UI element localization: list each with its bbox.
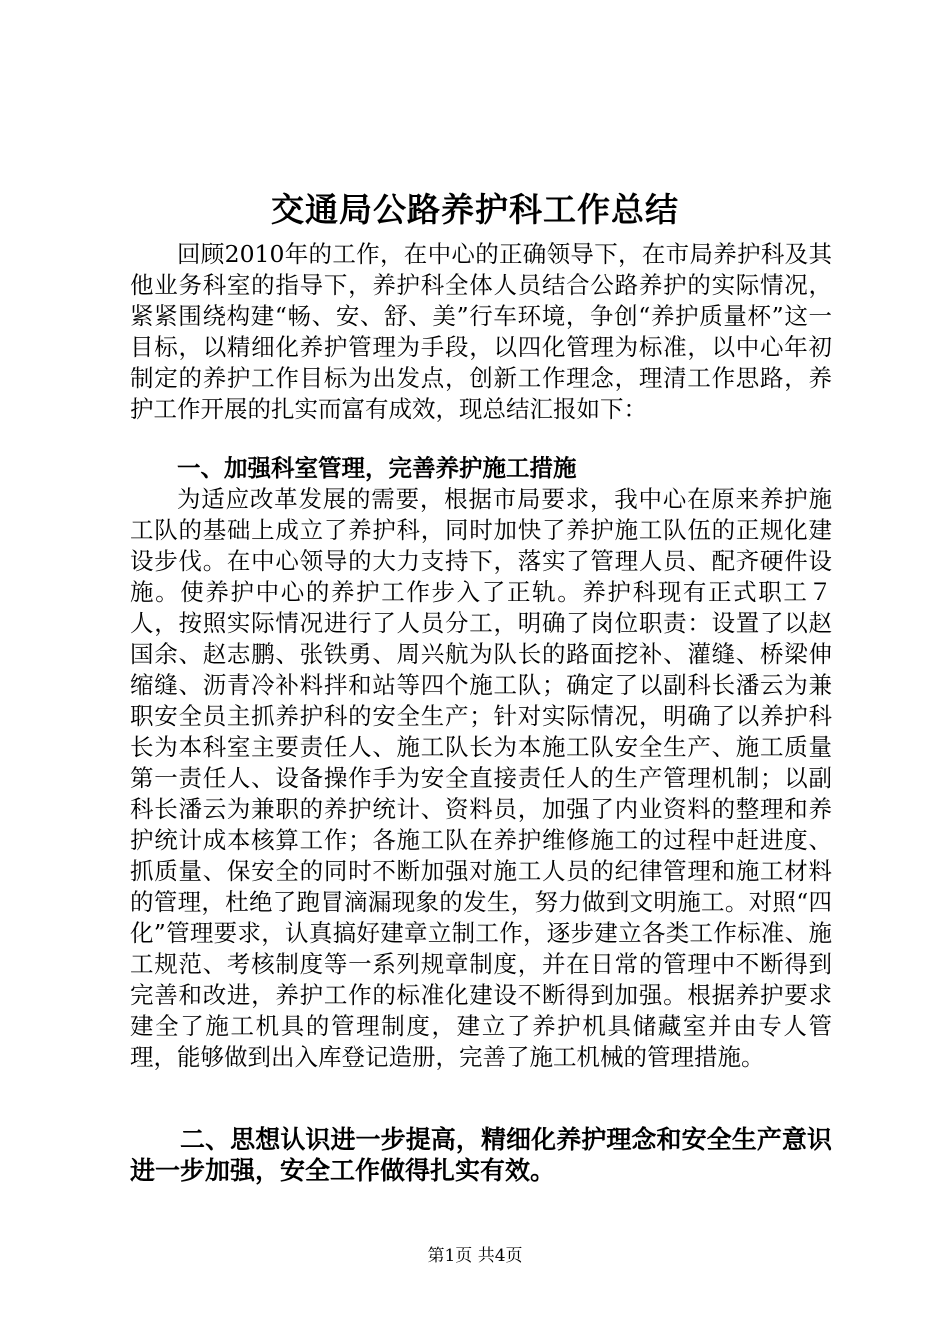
paragraph-section-1: 为适应改革发展的需要，根据市局要求，我中心在原来养护施工队的基础上成立了养护科，同时加快了养护施工队伍的正规化建设步伐。在中心领导的大力支持下，落实了管理人员、配齐硬件设施。使养护中心的养护工作步入了正轨。养护科现有正式职工７人，按照实际情况进行了人员分工，明确了岗位职责：设置了以赵国余、赵志鹏、张铁勇、周兴航为队长的路面挖补、灌缝、桥梁伸缩缝、沥青冷补料拌和站等四个施工队；确定了以副科长潘云为兼职安全员主抓养护科的安全生产；针对实际情况，明确了以养护科长为本科室主要责任人、施工队长为本施工队安全生产、施工质量第一责任人、设备操作手为安全直接责任人的生产管理机制；以副科长潘云为兼职的养护统计、资料员，加强了内业资料的整理和养护统计成本核算工作；各施工队在养护维修施工的过程中赶进度、抓质量、保安全的同时不断加强对施工人员的纪律管理和施工材料的管理，杜绝了跑冒滴漏现象的发生，努力做到文明施工。对照“四化”管理要求，认真搞好建章立制工作，逐步建立各类工作标准、施工规范、考核制度等一系列规章制度，并在日常的管理中不断得到完善和改进，养护工作的标准化建设不断得到加强。根据养护要求建全了施工机具的管理制度，建立了养护机具储藏室并由专人管理，能够做到出入库登记造册，完善了施工机械的管理措施。 <box>130 485 832 1071</box>
section-heading-1: 一、加强科室管理，完善养护施工措施 <box>177 454 577 482</box>
document-title: 交通局公路养护科工作总结 <box>271 190 679 229</box>
paragraph-intro: 回顾2010年的工作，在中心的正确领导下，在市局养护科及其他业务科室的指导下，养护科全体人员结合公路养护的实际情况，紧紧围绕构建“畅、安、舒、美”行车环境，争创“养护质量杯”这一目标，以精细化养护管理为手段，以四化管理为标准，以中心年初制定的养护工作目标为出发点，创新工作理念，理清工作思路，养护工作开展的扎实而富有成效，现总结汇报如下： <box>130 240 832 423</box>
page-footer: 第1页 共4页 <box>427 1246 523 1266</box>
section-heading-2: 二、思想认识进一步提高，精细化养护理念和安全生产意识进一步加强，安全工作做得扎实有效。 <box>130 1125 832 1185</box>
